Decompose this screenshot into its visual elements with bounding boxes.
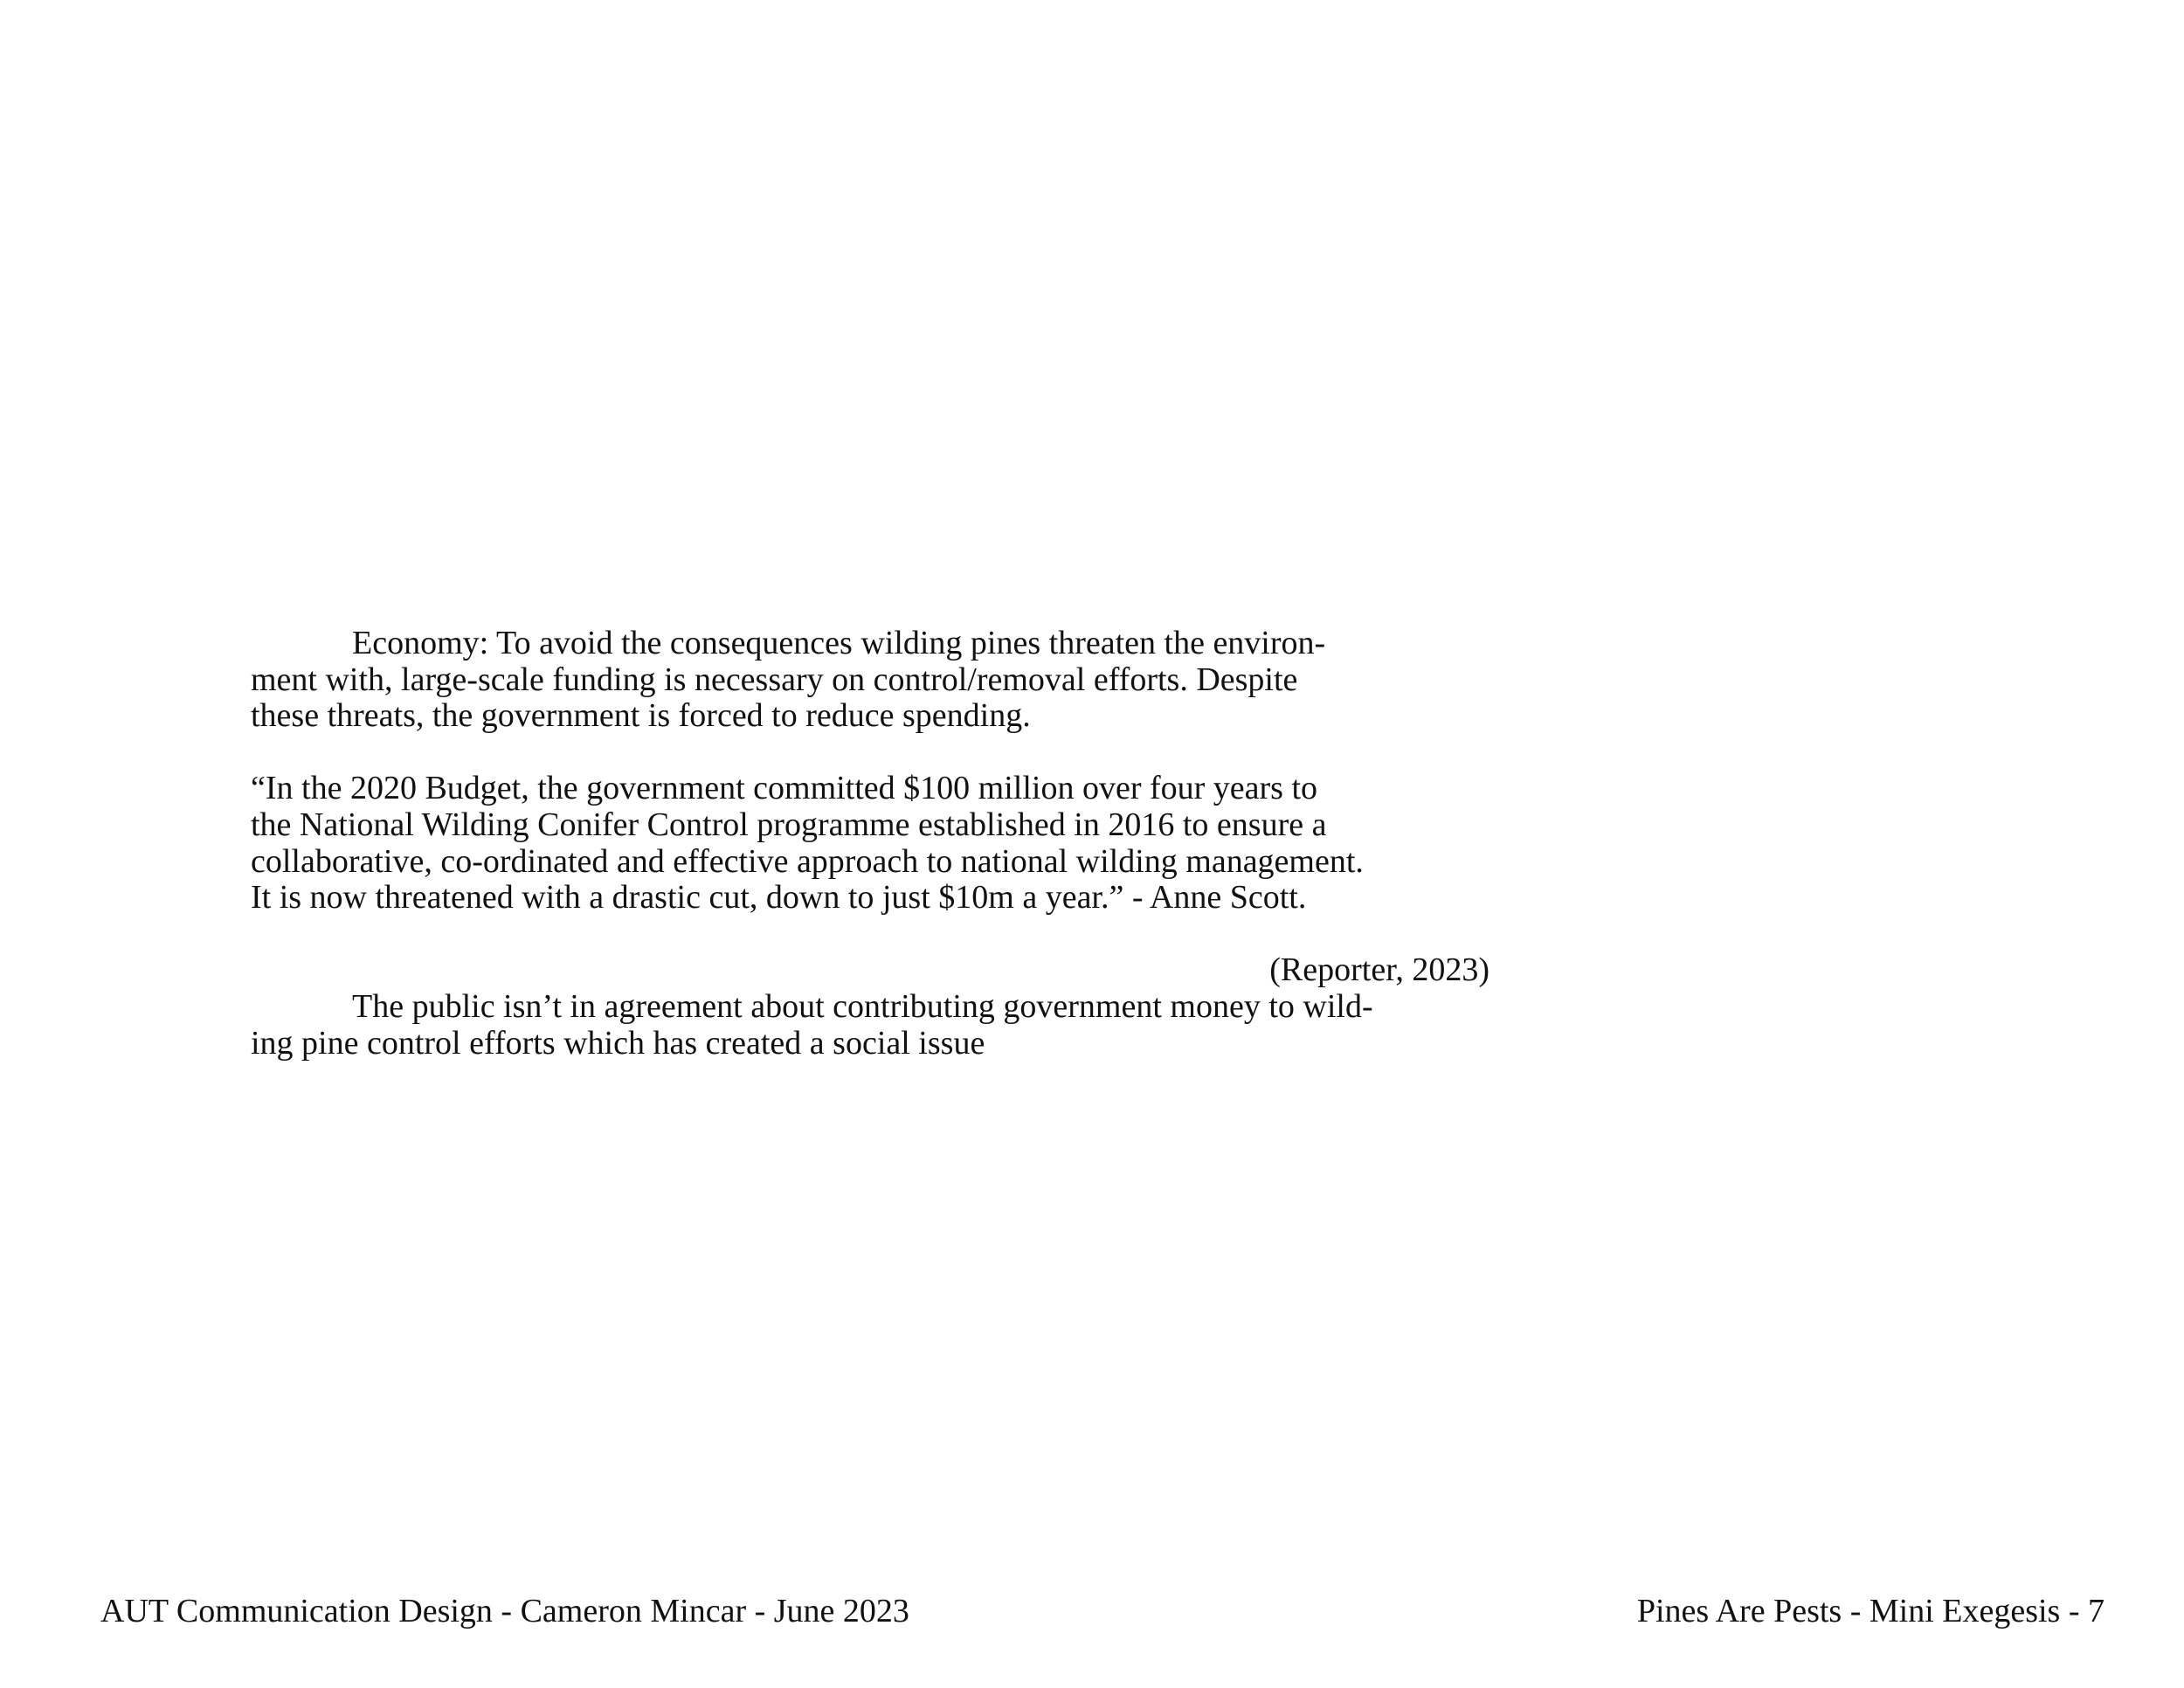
- footer-course-credit: AUT Communication Design - Cameron Mincar - June 2023: [100, 1593, 909, 1629]
- economy-paragraph: [251, 626, 1509, 735]
- document-body: [251, 626, 1509, 1062]
- budget-quote: [251, 770, 1509, 989]
- quote-line: the National Wilding Conifer Control programme established in 2016 to ensure a: [251, 806, 1327, 843]
- paragraph-line: The public isn’t in agreement about contributing government money to wild-: [352, 987, 1373, 1025]
- quote-line: “In the 2020 Budget, the government committed $100 million over four years to: [251, 770, 1318, 807]
- quote-line: collaborative, co-ordinated and effective approach to national wilding management.: [251, 842, 1364, 880]
- quote-citation-row: [251, 917, 1509, 989]
- social-issue-paragraph: [251, 989, 1509, 1062]
- quote-line: It is now threatened with a drastic cut, down to just $10m a year.” - Anne Scott.: [251, 879, 1307, 917]
- quote-citation: (Reporter, 2023): [1269, 951, 1489, 989]
- paragraph-line: ing pine control efforts which has created a social issue: [251, 1024, 985, 1062]
- footer-page-info: Pines Are Pests - Mini Exegesis - 7: [1636, 1593, 2105, 1629]
- paragraph-line: these threats, the government is forced to reduce spending.: [251, 697, 1031, 735]
- paragraph-line: Economy: To avoid the consequences wilding pines threaten the environ-: [352, 625, 1326, 661]
- paragraph-line: ment with, large-scale funding is necessary on control/removal efforts. Despite: [251, 661, 1298, 698]
- paragraph-spacer: [251, 735, 1509, 771]
